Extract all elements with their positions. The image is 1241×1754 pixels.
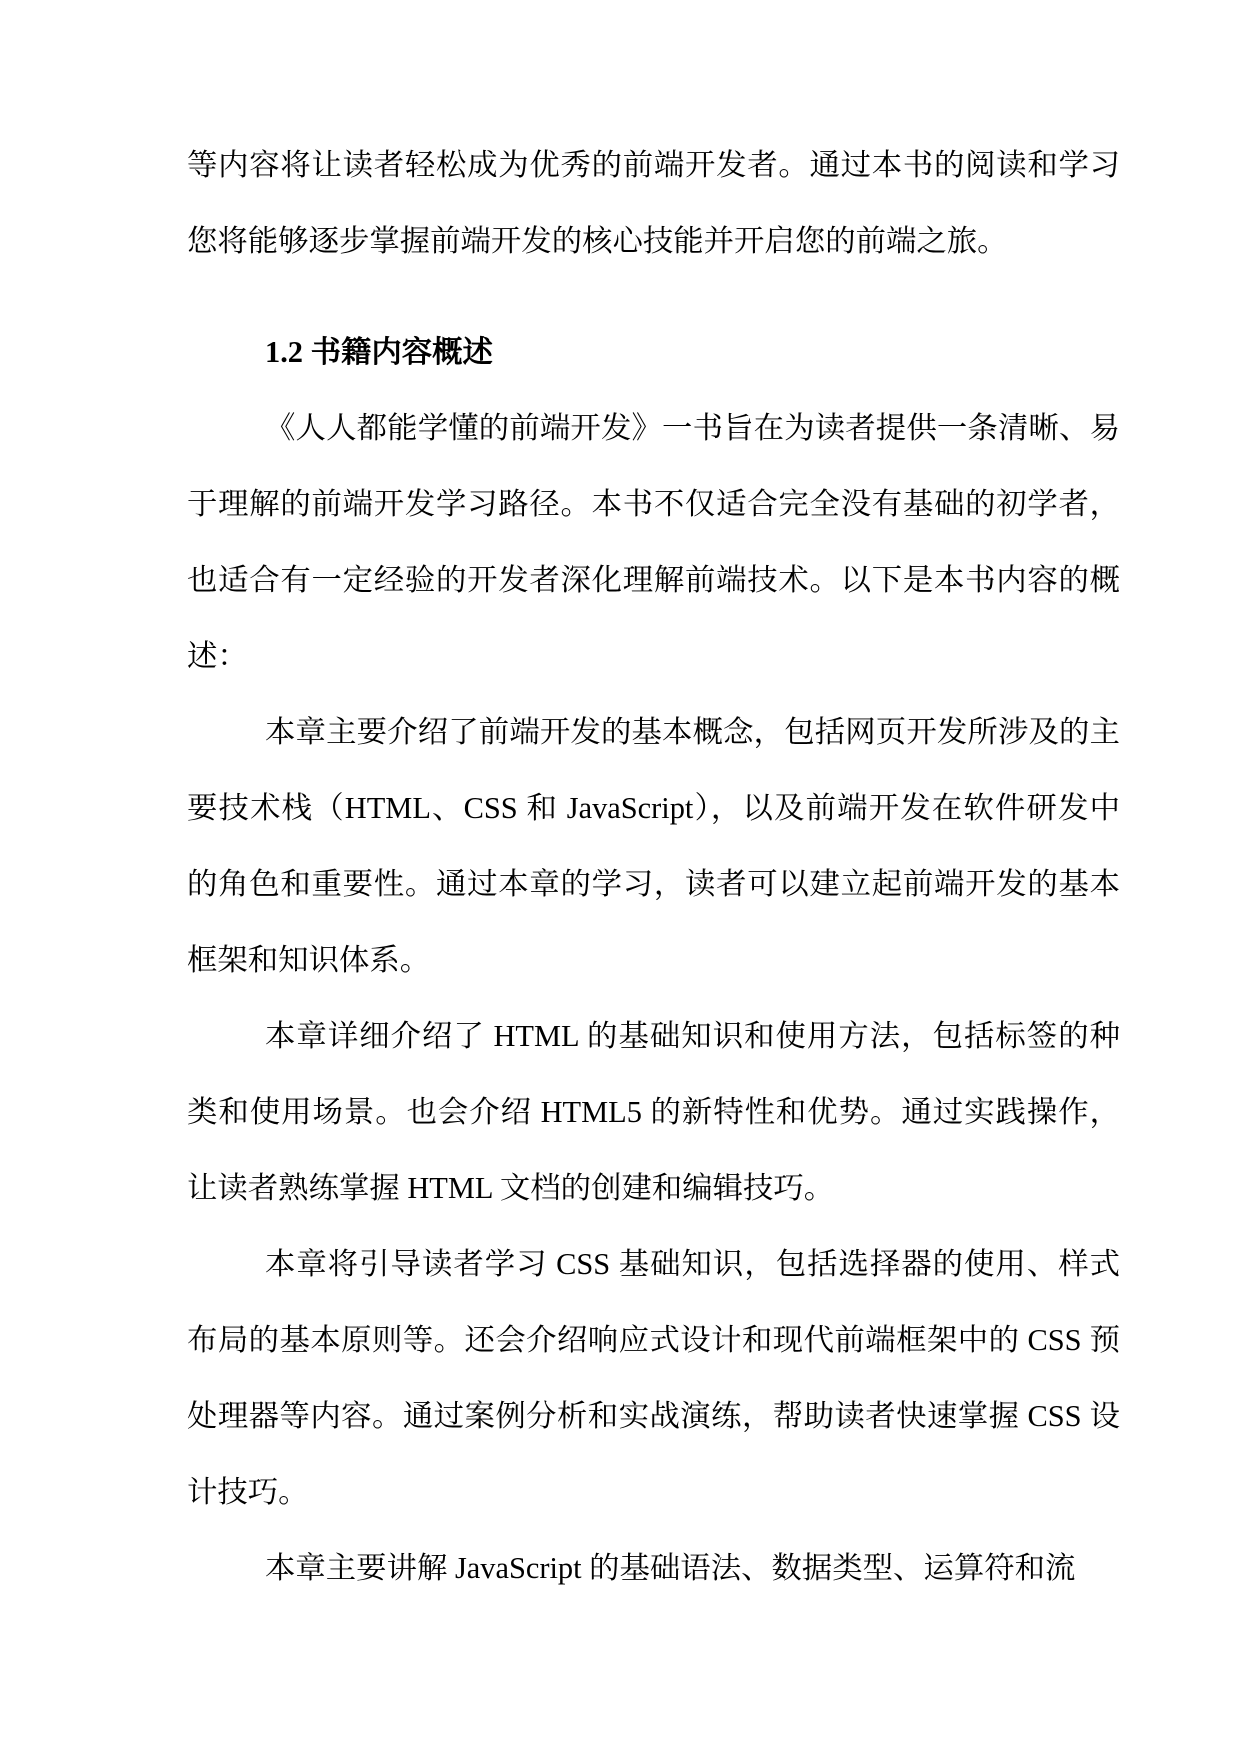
paragraph-chapter-basics: 本章主要介绍了前端开发的基本概念，包括网页开发所涉及的主要技术栈（HTML、CSS 和 JavaScript），以及前端开发在软件研发中的角色和重要性。通过本章的学习，读者可以建立起前端开发的基本框架和知识体系。 [187, 715, 1120, 977]
page-content [187, 0, 1120, 1606]
paragraph-book-overview: 《人人都能学懂的前端开发》一书旨在为读者提供一条清晰、易于理解的前端开发学习路径。本书不仅适合完全没有基础的初学者，也适合有一定经验的开发者深化理解前端技术。以下是本书内容的概述： [187, 411, 1120, 673]
section-heading-1-2: 1.2 书籍内容概述 [265, 335, 493, 369]
paragraph-html-chapter: 本章详细介绍了 HTML 的基础知识和使用方法，包括标签的种类和使用场景。也会介绍 HTML5 的新特性和优势。通过实践操作，让读者熟练掌握 HTML 文档的创建和编辑技巧。 [187, 1019, 1120, 1205]
paragraph-intro-continuation: 等内容将让读者轻松成为优秀的前端开发者。通过本书的阅读和学习您将能够逐步掌握前端开发的核心技能并开启您的前端之旅。 [187, 148, 1120, 258]
paragraph-js-chapter: 本章主要讲解 JavaScript 的基础语法、数据类型、运算符和流 [265, 1551, 1076, 1585]
paragraph-css-chapter: 本章将引导读者学习 CSS 基础知识，包括选择器的使用、样式布局的基本原则等。还会介绍响应式设计和现代前端框架中的 CSS 预处理器等内容。通过案例分析和实战演练，帮助读者快速掌握 CSS 设计技巧。 [187, 1247, 1120, 1509]
